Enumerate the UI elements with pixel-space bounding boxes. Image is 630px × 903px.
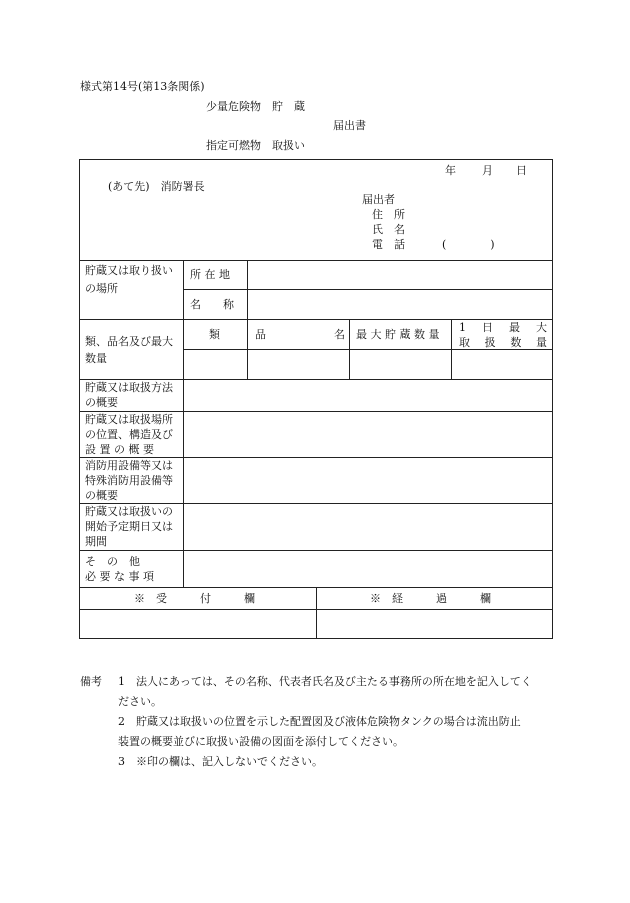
submitter-address-label: 住 所 <box>372 208 405 221</box>
location-address-label: 所 在 地 <box>190 268 230 281</box>
date-year-label: 年 <box>445 164 456 177</box>
note-item: 1 法人にあっては、その名称、代表者氏名及び主たる事務所の所在地を記入してく ださい。 <box>118 675 532 708</box>
title-lower: 指定可燃物 取扱い <box>206 139 305 152</box>
class-column-header: 類 <box>209 328 220 341</box>
start-date-label: 貯蔵又は取扱いの 開始予定期日又は 期間 <box>85 505 173 548</box>
rule-label-column <box>183 260 184 587</box>
form-number: 様式第14号(第13条関係) <box>80 80 205 93</box>
rule-location-mid <box>183 289 552 290</box>
location-structure-label: 貯蔵又は取扱場所 の位置、構造及び 設 置 の 概 要 <box>85 413 173 456</box>
notes-label: 備考 <box>80 675 102 688</box>
notes-section <box>80 672 555 772</box>
rule-item-column <box>349 319 350 379</box>
addressee: (あて先) 消防署長 <box>108 180 205 193</box>
form-table <box>79 159 553 639</box>
title-right: 届出書 <box>333 119 366 132</box>
rule-sub-label-column <box>247 260 248 379</box>
phone-parentheses: ( ) <box>442 238 495 251</box>
location-name-label: 名 称 <box>190 298 234 311</box>
rule-top-section <box>80 260 552 261</box>
daily-max-column-header: 1 日 最 大 取 扱 数 量 <box>459 321 547 349</box>
rule-schedule-bottom <box>80 550 552 551</box>
location-label: 貯蔵又は取り扱い の場所 <box>85 264 173 295</box>
fire-equipment-label: 消防用設備等又は 特殊消防用設備等 の概要 <box>85 459 173 502</box>
note-item: 3 ※印の欄は、記入しないでください。 <box>118 755 323 768</box>
submitter-label: 届出者 <box>362 193 395 206</box>
date-day-label: 日 <box>516 164 527 177</box>
reception-column-header: ※ 受 付 欄 <box>134 592 255 605</box>
method-overview-label: 貯蔵又は取扱方法 の概要 <box>85 381 173 409</box>
other-matters-label: そ の 他 必 要 な 事 項 <box>85 555 154 583</box>
category-label: 類、品名及び最大 数量 <box>85 335 173 365</box>
rule-max-column <box>451 319 452 379</box>
date-month-label: 月 <box>482 164 493 177</box>
item-column-header-left: 品 <box>255 328 266 341</box>
rule-footer-split <box>316 587 317 638</box>
max-storage-column-header: 最 大 貯 蔵 数 量 <box>356 328 440 341</box>
progress-column-header: ※ 経 過 欄 <box>370 592 491 605</box>
item-column-header-right: 名 <box>334 328 345 341</box>
submitter-name-label: 氏 名 <box>372 223 405 236</box>
title-upper: 少量危険物 貯 蔵 <box>206 100 305 113</box>
note-item: 2 貯蔵又は取扱いの位置を示した配置図及び液体危険物タンクの場合は流出防止 装置の概要並びに取扱い設備の図面を添付してください。 <box>118 715 521 748</box>
submitter-phone-label: 電 話 <box>372 238 405 251</box>
